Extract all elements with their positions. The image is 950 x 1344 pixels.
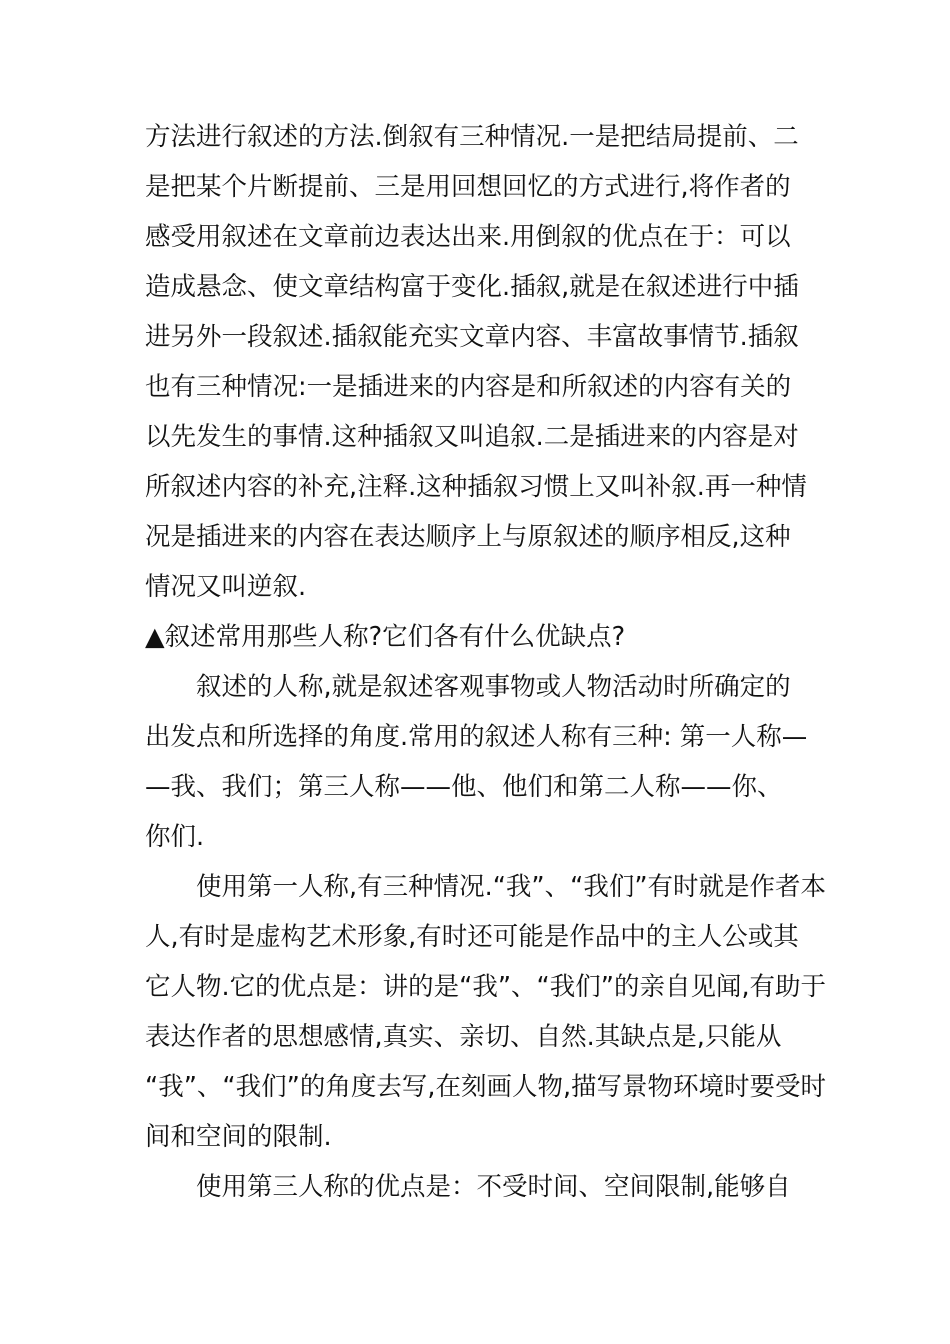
- text-line: 叙述的人称,就是叙述客观事物或人物活动时所确定的: [196, 672, 791, 702]
- text-line: “我”、“我们”的角度去写,在刻画人物,描写景物环境时要受时: [145, 1072, 827, 1102]
- text-line: 出发点和所选择的角度.常用的叙述人称有三种: 第一人称—: [145, 722, 808, 752]
- text-line: 所叙述内容的补充,注释.这种插叙习惯上又叫补叙.再一种情: [145, 472, 807, 502]
- text-line: 间和空间的限制.: [145, 1122, 332, 1152]
- text-line: 使用第三人称的优点是：不受时间、空间限制,能够自: [196, 1172, 791, 1202]
- document-body: [145, 112, 827, 1212]
- text-line: 它人物.它的优点是：讲的是“我”、“我们”的亲自见闻,有助于: [145, 972, 827, 1002]
- text-line: 表达作者的思想感情,真实、亲切、自然.其缺点是,只能从: [145, 1022, 782, 1052]
- text-line: 进另外一段叙述.插叙能充实文章内容、丰富故事情节.插叙: [145, 322, 799, 352]
- text-line: 也有三种情况:一是插进来的内容是和所叙述的内容有关的: [145, 372, 792, 402]
- text-line: 你们.: [145, 822, 205, 852]
- text-line: 以先发生的事情.这种插叙又叫追叙.二是插进来的内容是对: [145, 422, 799, 452]
- text-line: 方法进行叙述的方法.倒叙有三种情况.一是把结局提前、二: [145, 122, 799, 152]
- text-line: —我、我们；第三人称——他、他们和第二人称——你、: [145, 772, 783, 802]
- text-line: 况是插进来的内容在表达顺序上与原叙述的顺序相反,这种: [145, 522, 791, 552]
- text-line: 人,有时是虚构艺术形象,有时还可能是作品中的主人公或其: [145, 922, 799, 952]
- text-line: 使用第一人称,有三种情况.“我”、“我们”有时就是作者本: [196, 872, 827, 902]
- text-line: 感受用叙述在文章前边表达出来.用倒叙的优点在于：可以: [145, 222, 791, 252]
- text-line: 情况又叫逆叙.: [145, 572, 307, 602]
- text-line: ▲叙述常用那些人称?它们各有什么优缺点?: [145, 622, 626, 652]
- text-line: 造成悬念、使文章结构富于变化.插叙,就是在叙述进行中插: [145, 272, 799, 302]
- text-line: 是把某个片断提前、三是用回想回忆的方式进行,将作者的: [145, 172, 791, 202]
